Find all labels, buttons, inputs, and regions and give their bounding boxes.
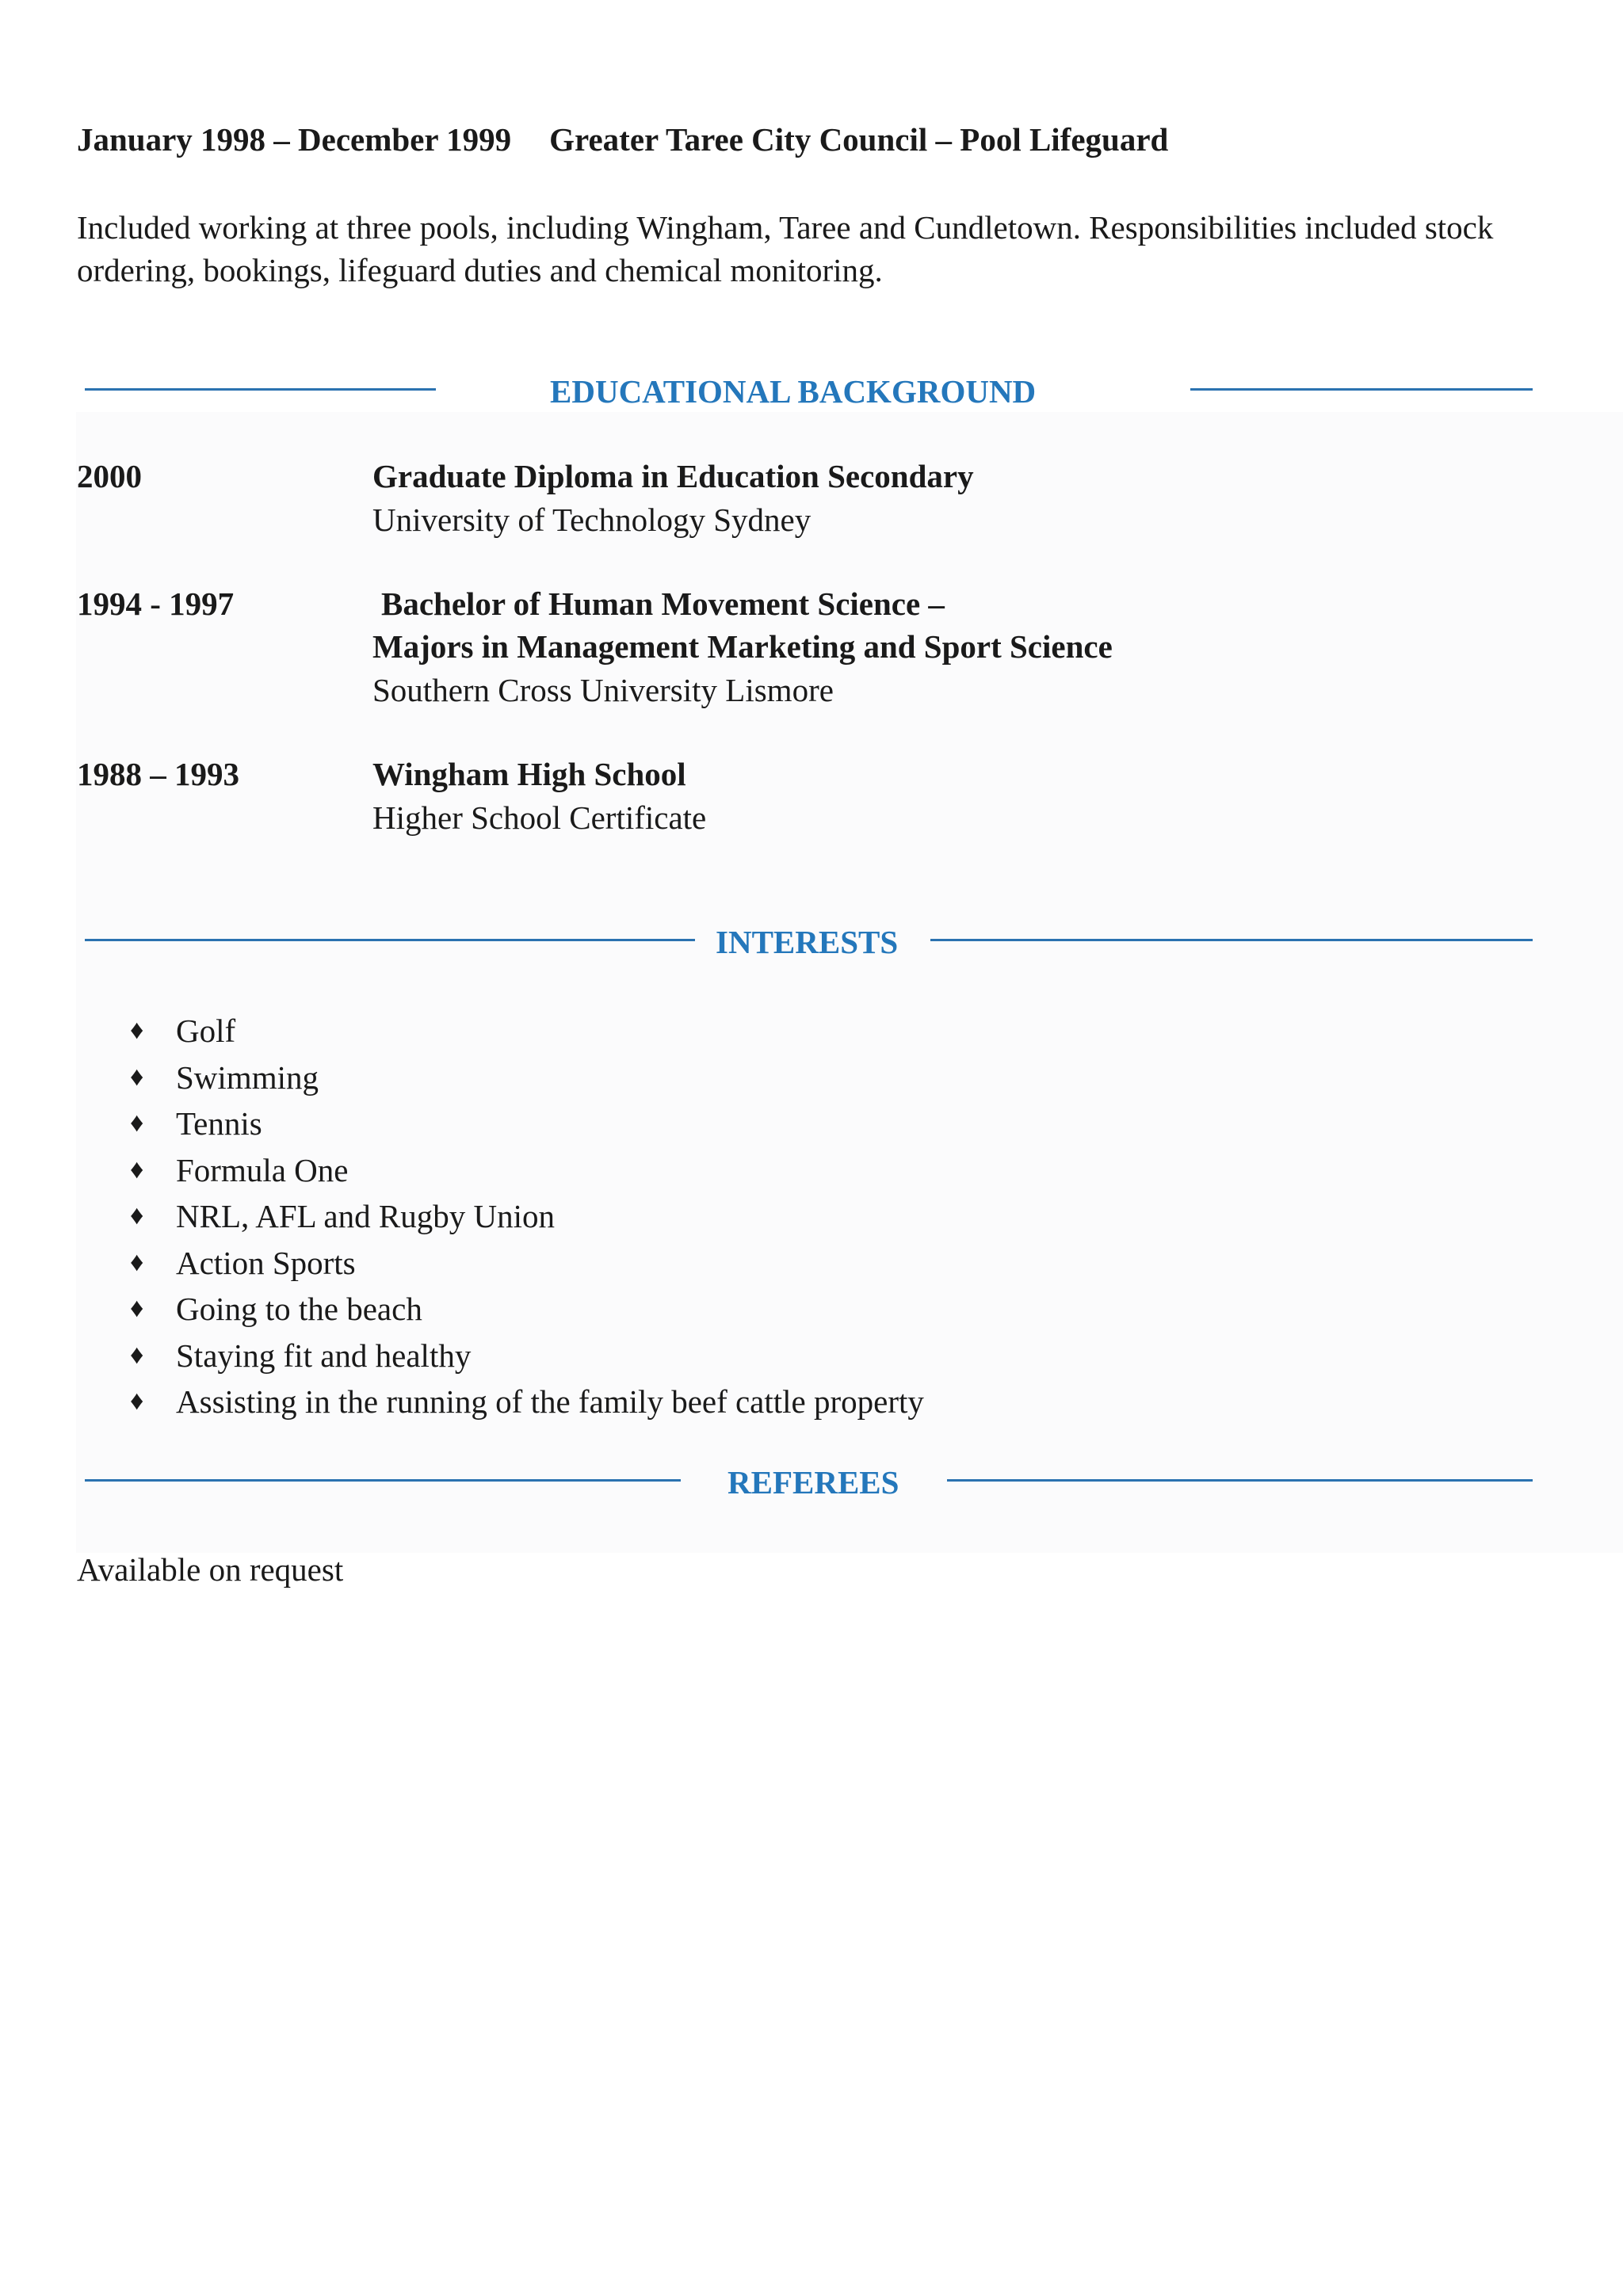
referees-section-title: REFEREES [727, 1464, 899, 1501]
job-employer-role: Greater Taree City Council – Pool Lifeguard [549, 121, 1169, 158]
interests-section-title: INTERESTS [716, 924, 899, 960]
job-description: Included working at three pools, including Wingham, Taree and Cundletown. Responsibilities included stock ordering, bookings, lifeguard duties and chemical monitoring. [77, 209, 1494, 288]
list-item: ♦ Golf [130, 1008, 924, 1055]
diamond-bullet-icon: ♦ [130, 1108, 144, 1138]
edu-institution: University of Technology Sydney [372, 502, 812, 538]
diamond-bullet-icon: ♦ [130, 1016, 144, 1045]
edu-year: 1994 - 1997 [77, 585, 235, 622]
job-heading [77, 120, 1168, 158]
section-rule-left [85, 1479, 681, 1482]
edu-year: 2000 [77, 458, 142, 494]
edu-qualification: Graduate Diploma in Education Secondary [372, 458, 974, 494]
list-item: ♦ Action Sports [130, 1240, 924, 1287]
list-item: ♦ Going to the beach [130, 1286, 924, 1333]
list-item: ♦ Tennis [130, 1100, 924, 1147]
edu-qualification: Wingham High School [372, 756, 686, 792]
interests-list [130, 1008, 924, 1425]
diamond-bullet-icon: ♦ [130, 1340, 144, 1370]
section-rule-right [1190, 388, 1533, 391]
section-rule-left [85, 388, 436, 391]
referees-text: Available on request [77, 1551, 344, 1588]
list-item: ♦ Formula One [130, 1147, 924, 1194]
diamond-bullet-icon: ♦ [130, 1062, 144, 1092]
section-rule-right [947, 1479, 1533, 1482]
list-item: ♦ Assisting in the running of the family beef cattle property [130, 1379, 924, 1425]
section-rule-right [930, 939, 1533, 941]
edu-institution: Southern Cross University Lismore [372, 672, 834, 708]
edu-institution: Higher School Certificate [372, 799, 707, 836]
diamond-bullet-icon: ♦ [130, 1386, 144, 1416]
list-item: ♦ Swimming [130, 1055, 924, 1101]
diamond-bullet-icon: ♦ [130, 1154, 144, 1184]
diamond-bullet-icon: ♦ [130, 1294, 144, 1323]
section-rule-left [85, 939, 695, 941]
edu-qualification: Bachelor of Human Movement Science – [381, 585, 945, 622]
edu-year: 1988 – 1993 [77, 756, 239, 792]
job-dates: January 1998 – December 1999 [77, 121, 512, 158]
education-section-title: EDUCATIONAL BACKGROUND [550, 373, 1037, 410]
list-item: ♦ Staying fit and healthy [130, 1333, 924, 1379]
diamond-bullet-icon: ♦ [130, 1201, 144, 1230]
edu-qualification-majors: Majors in Management Marketing and Sport Science [372, 628, 1113, 665]
list-item: ♦ NRL, AFL and Rugby Union [130, 1193, 924, 1240]
diamond-bullet-icon: ♦ [130, 1247, 144, 1277]
